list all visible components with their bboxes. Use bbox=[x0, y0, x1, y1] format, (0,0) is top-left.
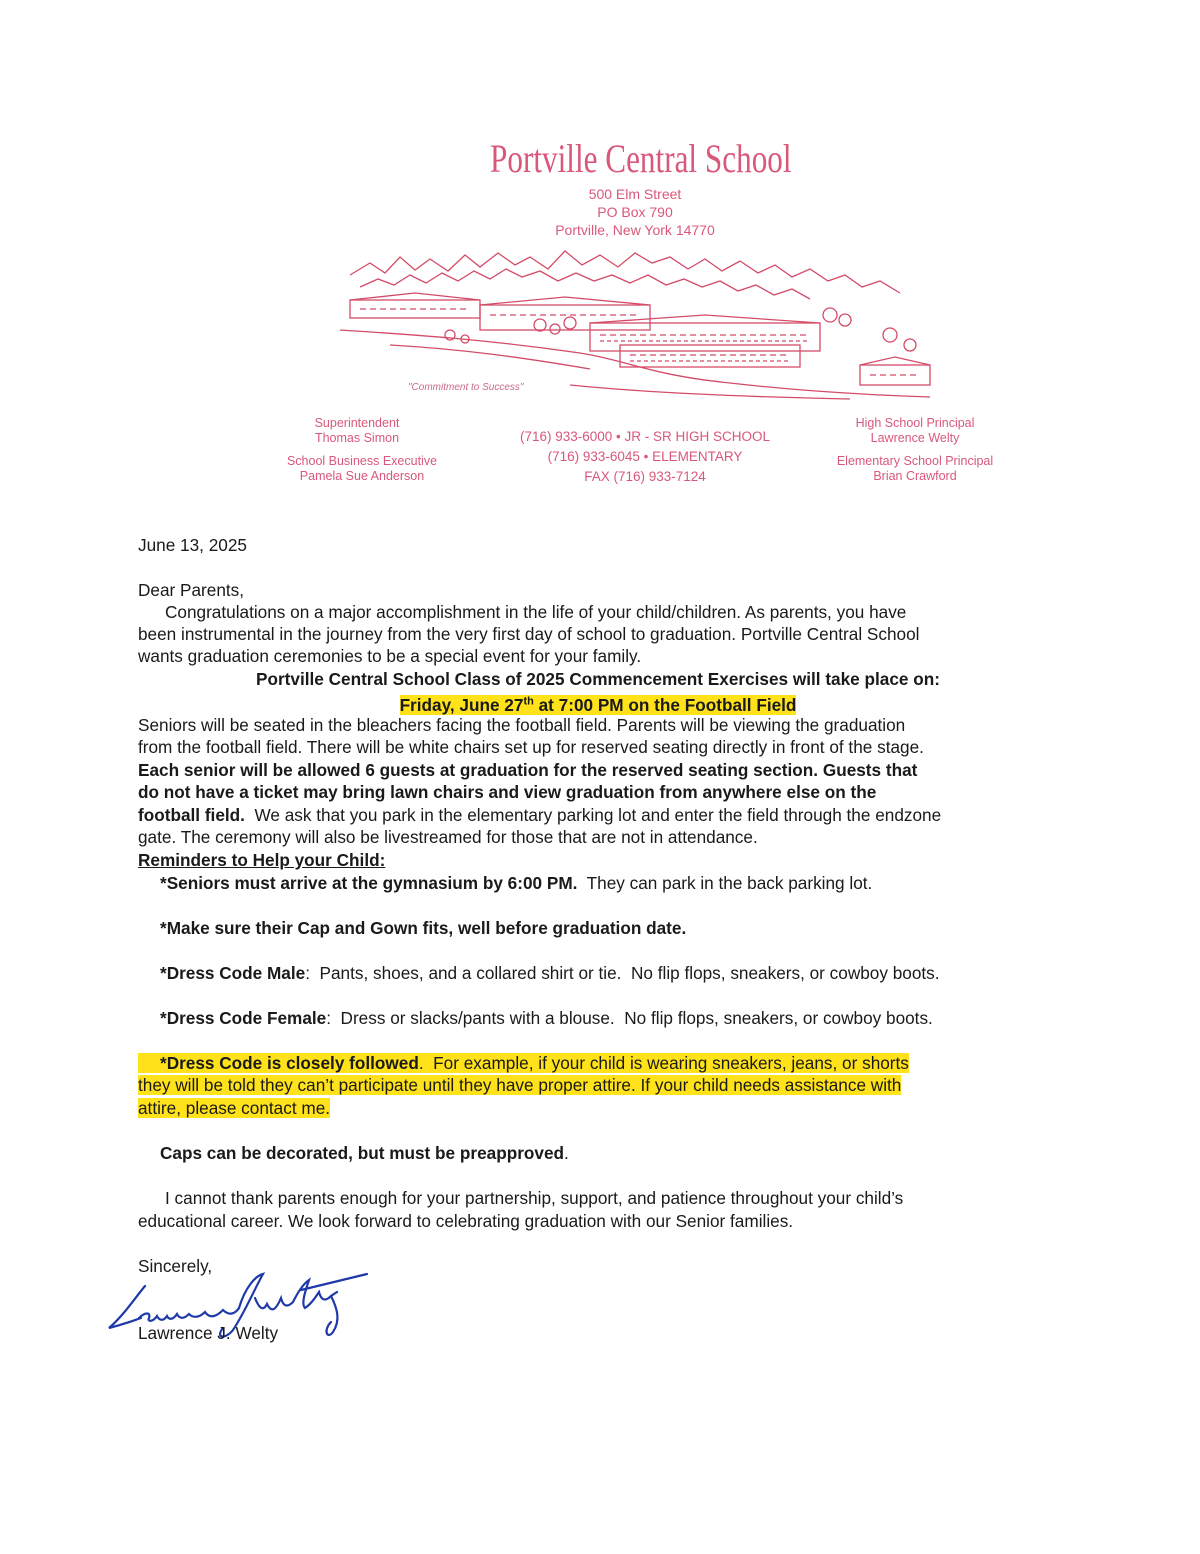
fax-number: FAX (716) 933-7124 bbox=[584, 469, 706, 484]
reminder-cap-gown: *Make sure their Cap and Gown fits, well before graduation date. bbox=[160, 918, 687, 938]
salutation: Dear Parents, bbox=[138, 580, 245, 600]
dress-code-notice-line-2: they will be told they can’t participate until they have proper attire. If your child needs assistance with bbox=[138, 1075, 902, 1095]
reminders-heading: Reminders to Help your Child: bbox=[138, 850, 386, 870]
phone-block bbox=[500, 427, 790, 487]
school-motto: "Commitment to Success" bbox=[408, 382, 524, 393]
dress-code-notice-line-3: attire, please contact me. bbox=[138, 1098, 331, 1118]
reminder-caps: Caps can be decorated, but must be preapproved. bbox=[160, 1143, 569, 1163]
guest-policy-line-2: do not have a ticket may bring lawn chairs and view graduation from anywhere else on the bbox=[138, 782, 877, 802]
signer-name: Lawrence J. Welty bbox=[138, 1323, 279, 1343]
phone-elementary: (716) 933-6045 • ELEMENTARY bbox=[547, 449, 743, 464]
paragraph-1-line-1: Congratulations on a major accomplishment in the life of your child/children. As parents, you have bbox=[165, 602, 907, 622]
event-highlight: Friday, June 27th at 7:00 PM on the Football Field bbox=[399, 694, 797, 715]
hs-principal-name: Lawrence Welty bbox=[870, 431, 960, 445]
signoff: Sincerely, bbox=[138, 1256, 213, 1276]
letter-date: June 13, 2025 bbox=[138, 535, 247, 555]
business-executive-title: School Business Executive bbox=[286, 454, 438, 468]
reminder-dress-male: *Dress Code Male: Pants, shoes, and a collared shirt or tie. No flip flops, sneakers, or cowboy boots. bbox=[160, 963, 940, 983]
business-executive-name: Pamela Sue Anderson bbox=[299, 469, 425, 483]
school-name: Portville Central School bbox=[490, 136, 792, 181]
paragraph-2-line-2: from the football field. There will be white chairs set up for reserved seating directly in front of the stage. bbox=[138, 737, 924, 757]
superintendent-title: Superintendent bbox=[314, 416, 400, 430]
phone-jr-sr: (716) 933-6000 • JR - SR HIGH SCHOOL bbox=[519, 429, 771, 444]
reminder-arrival: *Seniors must arrive at the gymnasium by 6:00 PM. They can park in the back parking lot. bbox=[160, 873, 873, 893]
hs-principal-title: High School Principal bbox=[855, 416, 975, 430]
superintendent-name: Thomas Simon bbox=[314, 431, 400, 445]
paragraph-1-line-3: wants graduation ceremonies to be a special event for your family. bbox=[138, 646, 642, 666]
closing-line-1: I cannot thank parents enough for your partnership, support, and patience throughout your child’s bbox=[165, 1188, 904, 1208]
closing-line-2: educational career. We look forward to celebrating graduation with our Senior families. bbox=[138, 1211, 794, 1231]
school-building-sketch bbox=[330, 245, 940, 405]
address-line-1: 500 Elm Street bbox=[588, 186, 682, 202]
elem-principal-title: Elementary School Principal bbox=[836, 454, 994, 468]
commencement-headline: Portville Central School Class of 2025 Commencement Exercises will take place on: bbox=[256, 669, 940, 689]
elem-principal-name: Brian Crawford bbox=[873, 469, 957, 483]
paragraph-2-line-4: gate. The ceremony will also be livestreamed for those that are not in attendance. bbox=[138, 827, 758, 847]
dress-code-notice-line-1: *Dress Code is closely followed. For example, if your child is wearing sneakers, jeans, or shorts bbox=[138, 1052, 909, 1074]
address-line-2: PO Box 790 bbox=[597, 204, 673, 220]
reminder-dress-female: *Dress Code Female: Dress or slacks/pants with a blouse. No flip flops, sneakers, or cowboy boots. bbox=[160, 1008, 933, 1028]
guest-policy-line-1: Each senior will be allowed 6 guests at graduation for the reserved seating section. Guests that bbox=[138, 760, 918, 780]
paragraph-2-line-1: Seniors will be seated in the bleachers facing the football field. Parents will be viewing the graduation bbox=[138, 715, 906, 735]
paragraph-2-line-3: football field. We ask that you park in the elementary parking lot and enter the field through the endzone bbox=[138, 805, 942, 825]
address-line-3: Portville, New York 14770 bbox=[555, 222, 715, 238]
event-details bbox=[138, 690, 1058, 716]
letterhead bbox=[0, 0, 1200, 500]
paragraph-1-line-2: been instrumental in the journey from the very first day of school to graduation. Portville Central School bbox=[138, 624, 920, 644]
